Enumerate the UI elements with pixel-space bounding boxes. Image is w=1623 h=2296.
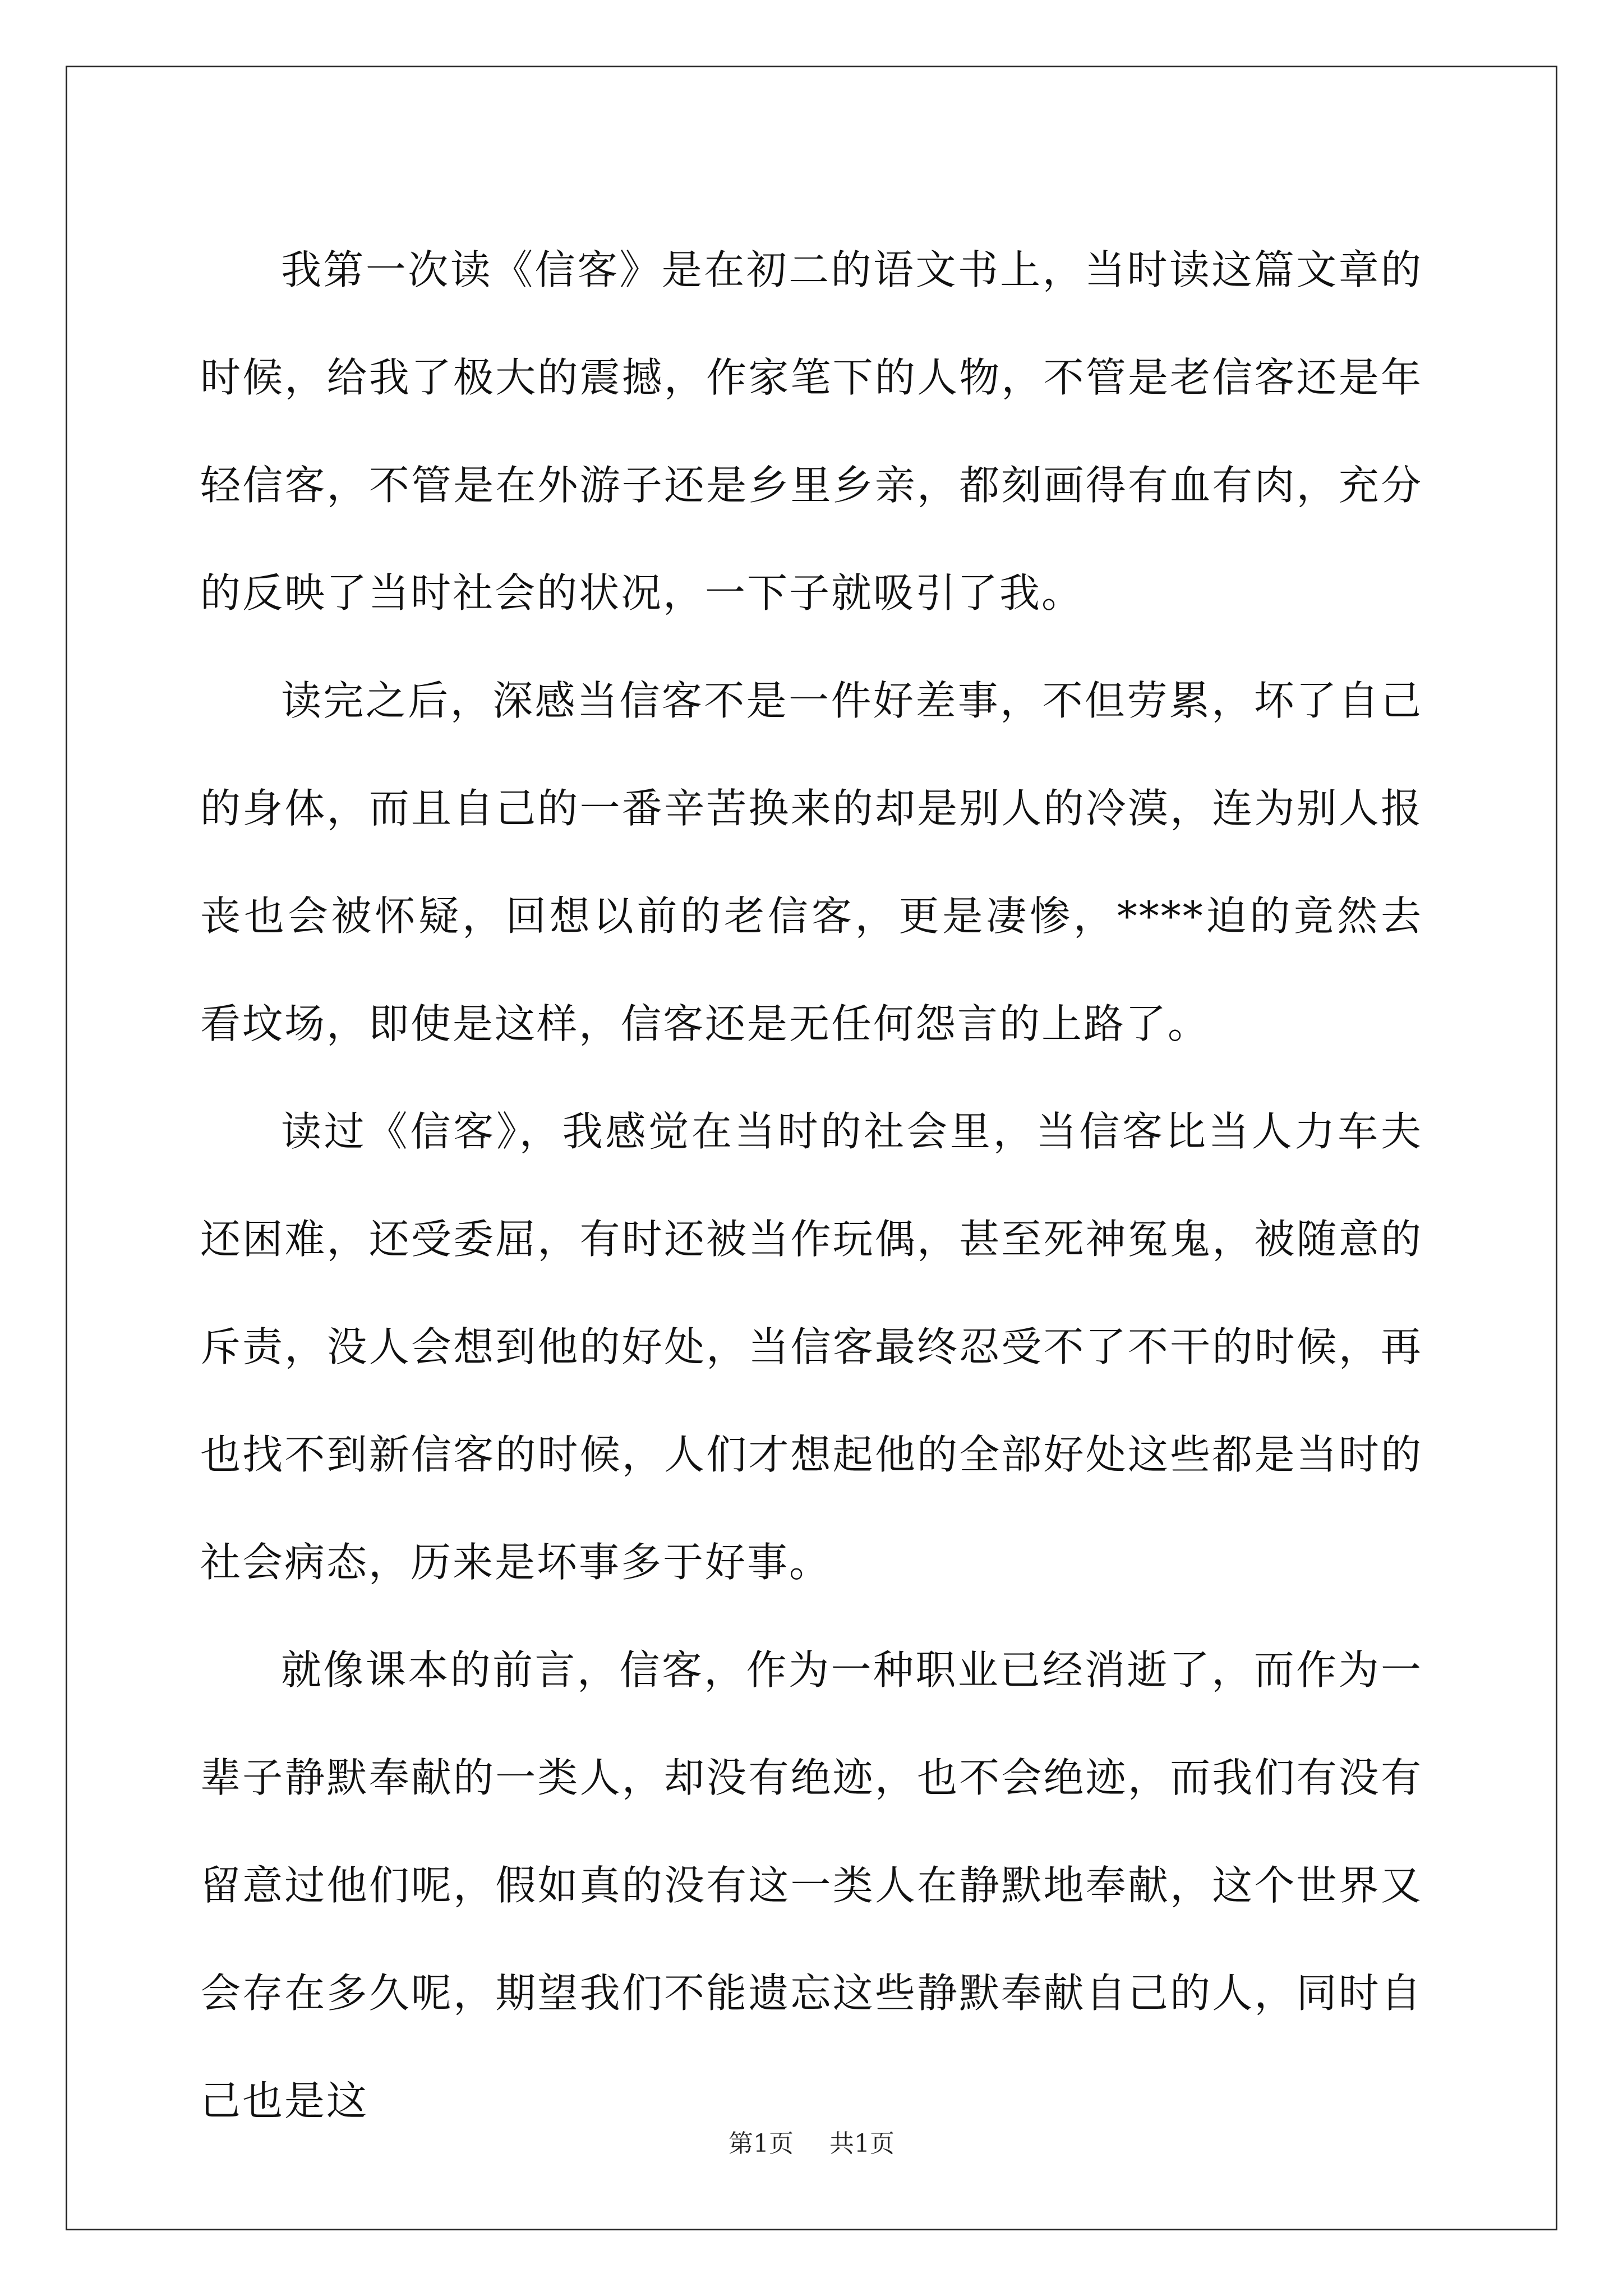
page-footer [0, 2127, 1623, 2161]
page-total: 共1页 [829, 2129, 895, 2158]
paragraph-1: 我第一次读《信客》是在初二的语文书上，当时读这篇文章的时候，给我了极大的震撼，作家笔下的人物，不管是老信客还是年轻信客，不管是在外游子还是乡里乡亲，都刻画得有血有肉，充分的反映了当时社会的状况，一下子就吸引了我。 [200, 246, 1423, 616]
paragraph-2: 读完之后，深感当信客不是一件好差事，不但劳累，坏了自己的身体，而且自己的一番辛苦换来的却是别人的冷漠，连为别人报丧也会被怀疑，回想以前的老信客，更是凄惨，****迫的竟然去看坟场，即使是这样，信客还是无任何怨言的上路了。 [200, 677, 1423, 1047]
paragraph-3: 读过《信客》，我感觉在当时的社会里，当信客比当人力车夫还困难，还受委屈，有时还被当作玩偶，甚至死神冤鬼，被随意的斥责，没人会想到他的好处，当信客最终忍受不了不干的时候，再也找不到新信客的时候，人们才想起他的全部好处这些都是当时的社会病态，历来是坏事多于好事。 [200, 1108, 1423, 1586]
page-number: 第1页 [728, 2129, 794, 2158]
paragraph-4: 就像课本的前言，信客，作为一种职业已经消逝了，而作为一辈子静默奉献的一类人，却没有绝迹，也不会绝迹，而我们有没有留意过他们呢，假如真的没有这一类人在静默地奉献，这个世界又会存在多久呢，期望我们不能遗忘这些静默奉献自己的人，同时自己也是这 [200, 1646, 1423, 2124]
document-body [200, 216, 1423, 2155]
